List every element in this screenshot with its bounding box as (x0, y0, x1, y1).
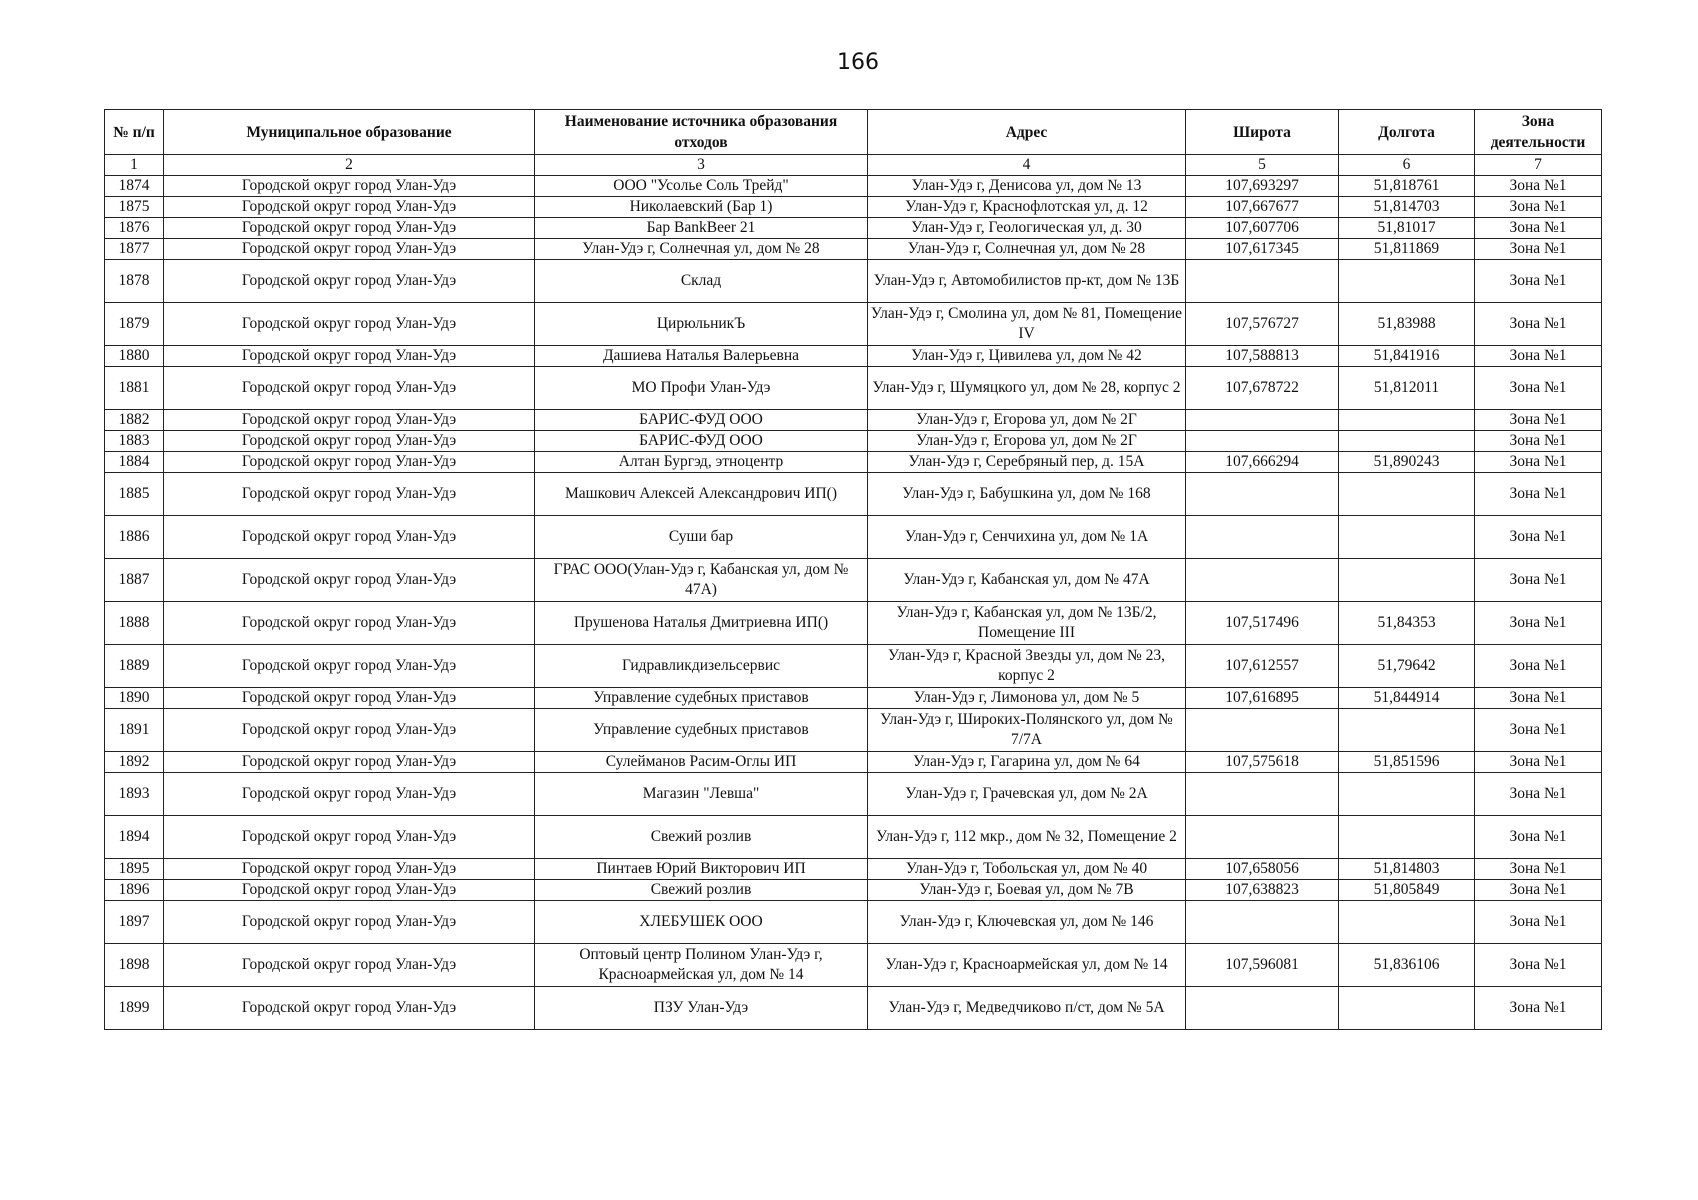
zone-cell: Зона №1 (1475, 452, 1602, 473)
table-row (105, 645, 1602, 688)
longitude-cell: 51,844914 (1339, 688, 1475, 709)
header-cell: Зона деятельности (1475, 110, 1602, 155)
municipality-cell: Городской округ город Улан-Удэ (164, 452, 535, 473)
table-row (105, 859, 1602, 880)
column-number-cell: 6 (1339, 155, 1475, 176)
header-cell: Наименование источника образования отходов (535, 110, 868, 155)
zone-cell: Зона №1 (1475, 645, 1602, 688)
source-cell: МО Профи Улан-Удэ (535, 367, 868, 410)
row-number-cell: 1892 (105, 752, 164, 773)
source-cell: ХЛЕБУШЕК ООО (535, 901, 868, 944)
address-cell: Улан-Удэ г, Лимонова ул, дом № 5 (868, 688, 1186, 709)
municipality-cell: Городской округ город Улан-Удэ (164, 473, 535, 516)
longitude-cell: 51,83988 (1339, 303, 1475, 346)
table-row (105, 901, 1602, 944)
zone-cell: Зона №1 (1475, 816, 1602, 859)
table-row (105, 816, 1602, 859)
column-number-cell: 1 (105, 155, 164, 176)
table-row (105, 431, 1602, 452)
source-cell: Дашиева Наталья Валерьевна (535, 346, 868, 367)
municipality-cell: Городской округ город Улан-Удэ (164, 901, 535, 944)
table-row (105, 559, 1602, 602)
longitude-cell: 51,81017 (1339, 218, 1475, 239)
municipality-cell: Городской округ город Улан-Удэ (164, 816, 535, 859)
source-cell: Оптовый центр Полином Улан-Удэ г, Красноармейская ул, дом № 14 (535, 944, 868, 987)
row-number-cell: 1886 (105, 516, 164, 559)
zone-cell: Зона №1 (1475, 197, 1602, 218)
longitude-cell (1339, 773, 1475, 816)
table-row (105, 303, 1602, 346)
address-cell: Улан-Удэ г, Грачевская ул, дом № 2А (868, 773, 1186, 816)
address-cell: Улан-Удэ г, Кабанская ул, дом № 13Б/2, Помещение III (868, 602, 1186, 645)
header-cell: Долгота (1339, 110, 1475, 155)
municipality-cell: Городской округ город Улан-Удэ (164, 773, 535, 816)
zone-cell: Зона №1 (1475, 367, 1602, 410)
latitude-cell: 107,576727 (1186, 303, 1339, 346)
zone-cell: Зона №1 (1475, 752, 1602, 773)
source-cell: БАРИС-ФУД ООО (535, 410, 868, 431)
source-cell: Управление судебных приставов (535, 709, 868, 752)
source-cell: Гидравликдизельсервис (535, 645, 868, 688)
address-cell: Улан-Удэ г, Денисова ул, дом № 13 (868, 176, 1186, 197)
latitude-cell: 107,616895 (1186, 688, 1339, 709)
address-cell: Улан-Удэ г, Цивилева ул, дом № 42 (868, 346, 1186, 367)
zone-cell: Зона №1 (1475, 346, 1602, 367)
source-cell: Прушенова Наталья Дмитриевна ИП() (535, 602, 868, 645)
longitude-cell: 51,836106 (1339, 944, 1475, 987)
source-cell: Свежий розлив (535, 880, 868, 901)
address-cell: Улан-Удэ г, Боевая ул, дом № 7В (868, 880, 1186, 901)
longitude-cell: 51,812011 (1339, 367, 1475, 410)
address-cell: Улан-Удэ г, Автомобилистов пр-кт, дом № 13Б (868, 260, 1186, 303)
latitude-cell: 107,678722 (1186, 367, 1339, 410)
column-number-row (105, 155, 1602, 176)
row-number-cell: 1896 (105, 880, 164, 901)
zone-cell: Зона №1 (1475, 709, 1602, 752)
header-cell: Адрес (868, 110, 1186, 155)
header-cell: Муниципальное образование (164, 110, 535, 155)
header-cell: Широта (1186, 110, 1339, 155)
column-number-cell: 7 (1475, 155, 1602, 176)
header-cell: № п/п (105, 110, 164, 155)
zone-cell: Зона №1 (1475, 260, 1602, 303)
address-cell: Улан-Удэ г, Бабушкина ул, дом № 168 (868, 473, 1186, 516)
longitude-cell (1339, 473, 1475, 516)
table-row (105, 602, 1602, 645)
table-row (105, 709, 1602, 752)
municipality-cell: Городской округ город Улан-Удэ (164, 218, 535, 239)
latitude-cell (1186, 987, 1339, 1030)
row-number-cell: 1894 (105, 816, 164, 859)
row-number-cell: 1875 (105, 197, 164, 218)
row-number-cell: 1885 (105, 473, 164, 516)
longitude-cell (1339, 901, 1475, 944)
longitude-cell: 51,805849 (1339, 880, 1475, 901)
longitude-cell (1339, 709, 1475, 752)
table-row (105, 987, 1602, 1030)
zone-cell: Зона №1 (1475, 559, 1602, 602)
zone-cell: Зона №1 (1475, 901, 1602, 944)
source-cell: Машкович Алексей Александрович ИП() (535, 473, 868, 516)
source-cell: ООО "Усолье Соль Трейд" (535, 176, 868, 197)
address-cell: Улан-Удэ г, Кабанская ул, дом № 47А (868, 559, 1186, 602)
address-cell: Улан-Удэ г, Краснофлотская ул, д. 12 (868, 197, 1186, 218)
latitude-cell: 107,667677 (1186, 197, 1339, 218)
source-cell: Склад (535, 260, 868, 303)
row-number-cell: 1883 (105, 431, 164, 452)
table-row (105, 452, 1602, 473)
longitude-cell: 51,890243 (1339, 452, 1475, 473)
latitude-cell: 107,617345 (1186, 239, 1339, 260)
zone-cell: Зона №1 (1475, 880, 1602, 901)
latitude-cell (1186, 431, 1339, 452)
zone-cell: Зона №1 (1475, 410, 1602, 431)
municipality-cell: Городской округ город Улан-Удэ (164, 431, 535, 452)
address-cell: Улан-Удэ г, Егорова ул, дом № 2Г (868, 410, 1186, 431)
municipality-cell: Городской округ город Улан-Удэ (164, 645, 535, 688)
latitude-cell (1186, 709, 1339, 752)
municipality-cell: Городской округ город Улан-Удэ (164, 709, 535, 752)
longitude-cell (1339, 431, 1475, 452)
latitude-cell (1186, 901, 1339, 944)
zone-cell: Зона №1 (1475, 987, 1602, 1030)
zone-cell: Зона №1 (1475, 688, 1602, 709)
table-row (105, 752, 1602, 773)
row-number-cell: 1890 (105, 688, 164, 709)
latitude-cell: 107,575618 (1186, 752, 1339, 773)
municipality-cell: Городской округ город Улан-Удэ (164, 944, 535, 987)
row-number-cell: 1874 (105, 176, 164, 197)
column-number-cell: 4 (868, 155, 1186, 176)
column-number-cell: 2 (164, 155, 535, 176)
latitude-cell (1186, 516, 1339, 559)
latitude-cell: 107,596081 (1186, 944, 1339, 987)
table-row (105, 410, 1602, 431)
municipality-cell: Городской округ город Улан-Удэ (164, 516, 535, 559)
municipality-cell: Городской округ город Улан-Удэ (164, 880, 535, 901)
latitude-cell: 107,588813 (1186, 346, 1339, 367)
municipality-cell: Городской округ город Улан-Удэ (164, 367, 535, 410)
zone-cell: Зона №1 (1475, 773, 1602, 816)
zone-cell: Зона №1 (1475, 516, 1602, 559)
row-number-cell: 1893 (105, 773, 164, 816)
source-cell: Улан-Удэ г, Солнечная ул, дом № 28 (535, 239, 868, 260)
row-number-cell: 1897 (105, 901, 164, 944)
address-cell: Улан-Удэ г, Шумяцкого ул, дом № 28, корпус 2 (868, 367, 1186, 410)
zone-cell: Зона №1 (1475, 602, 1602, 645)
source-cell: Алтан Бургэд, этноцентр (535, 452, 868, 473)
address-cell: Улан-Удэ г, Широких-Полянского ул, дом № 7/7А (868, 709, 1186, 752)
longitude-cell: 51,841916 (1339, 346, 1475, 367)
source-cell: Сулейманов Расим-Оглы ИП (535, 752, 868, 773)
column-number-cell: 3 (535, 155, 868, 176)
source-cell: Суши бар (535, 516, 868, 559)
source-cell: БАРИС-ФУД ООО (535, 431, 868, 452)
address-cell: Улан-Удэ г, 112 мкр., дом № 32, Помещение 2 (868, 816, 1186, 859)
source-cell: Пинтаев Юрий Викторович ИП (535, 859, 868, 880)
source-cell: ЦирюльникЪ (535, 303, 868, 346)
address-cell: Улан-Удэ г, Красной Звезды ул, дом № 23, корпус 2 (868, 645, 1186, 688)
municipality-cell: Городской округ город Улан-Удэ (164, 559, 535, 602)
longitude-cell: 51,814803 (1339, 859, 1475, 880)
row-number-cell: 1899 (105, 987, 164, 1030)
source-cell: Управление судебных приставов (535, 688, 868, 709)
latitude-cell: 107,638823 (1186, 880, 1339, 901)
zone-cell: Зона №1 (1475, 473, 1602, 516)
row-number-cell: 1895 (105, 859, 164, 880)
zone-cell: Зона №1 (1475, 303, 1602, 346)
latitude-cell: 107,666294 (1186, 452, 1339, 473)
municipality-cell: Городской округ город Улан-Удэ (164, 303, 535, 346)
source-cell: ПЗУ Улан-Удэ (535, 987, 868, 1030)
longitude-cell (1339, 410, 1475, 431)
municipality-cell: Городской округ город Улан-Удэ (164, 987, 535, 1030)
row-number-cell: 1881 (105, 367, 164, 410)
municipality-cell: Городской округ город Улан-Удэ (164, 176, 535, 197)
address-cell: Улан-Удэ г, Солнечная ул, дом № 28 (868, 239, 1186, 260)
table-row (105, 773, 1602, 816)
latitude-cell: 107,607706 (1186, 218, 1339, 239)
longitude-cell (1339, 559, 1475, 602)
latitude-cell: 107,517496 (1186, 602, 1339, 645)
latitude-cell (1186, 559, 1339, 602)
address-cell: Улан-Удэ г, Сенчихина ул, дом № 1А (868, 516, 1186, 559)
waste-sources-table (104, 109, 1602, 1030)
row-number-cell: 1880 (105, 346, 164, 367)
table-row (105, 688, 1602, 709)
table-row (105, 218, 1602, 239)
latitude-cell (1186, 816, 1339, 859)
latitude-cell (1186, 473, 1339, 516)
municipality-cell: Городской округ город Улан-Удэ (164, 688, 535, 709)
row-number-cell: 1876 (105, 218, 164, 239)
municipality-cell: Городской округ город Улан-Удэ (164, 197, 535, 218)
row-number-cell: 1877 (105, 239, 164, 260)
address-cell: Улан-Удэ г, Тобольская ул, дом № 40 (868, 859, 1186, 880)
latitude-cell (1186, 773, 1339, 816)
row-number-cell: 1888 (105, 602, 164, 645)
zone-cell: Зона №1 (1475, 239, 1602, 260)
address-cell: Улан-Удэ г, Гагарина ул, дом № 64 (868, 752, 1186, 773)
latitude-cell: 107,658056 (1186, 859, 1339, 880)
longitude-cell (1339, 516, 1475, 559)
row-number-cell: 1884 (105, 452, 164, 473)
row-number-cell: 1898 (105, 944, 164, 987)
row-number-cell: 1879 (105, 303, 164, 346)
municipality-cell: Городской округ город Улан-Удэ (164, 346, 535, 367)
longitude-cell: 51,814703 (1339, 197, 1475, 218)
latitude-cell: 107,693297 (1186, 176, 1339, 197)
longitude-cell (1339, 816, 1475, 859)
longitude-cell (1339, 987, 1475, 1030)
latitude-cell: 107,612557 (1186, 645, 1339, 688)
table-row (105, 260, 1602, 303)
source-cell: Николаевский (Бар 1) (535, 197, 868, 218)
table-row (105, 516, 1602, 559)
table-row (105, 176, 1602, 197)
row-number-cell: 1878 (105, 260, 164, 303)
address-cell: Улан-Удэ г, Геологическая ул, д. 30 (868, 218, 1186, 239)
zone-cell: Зона №1 (1475, 218, 1602, 239)
address-cell: Улан-Удэ г, Егорова ул, дом № 2Г (868, 431, 1186, 452)
table-row (105, 239, 1602, 260)
table-row (105, 880, 1602, 901)
source-cell: Свежий розлив (535, 816, 868, 859)
municipality-cell: Городской округ город Улан-Удэ (164, 752, 535, 773)
zone-cell: Зона №1 (1475, 944, 1602, 987)
table-row (105, 367, 1602, 410)
row-number-cell: 1887 (105, 559, 164, 602)
zone-cell: Зона №1 (1475, 859, 1602, 880)
address-cell: Улан-Удэ г, Медведчиково п/ст, дом № 5А (868, 987, 1186, 1030)
source-cell: Бар BankBeer 21 (535, 218, 868, 239)
table-row (105, 944, 1602, 987)
latitude-cell (1186, 410, 1339, 431)
table-row (105, 197, 1602, 218)
row-number-cell: 1889 (105, 645, 164, 688)
municipality-cell: Городской округ город Улан-Удэ (164, 859, 535, 880)
municipality-cell: Городской округ город Улан-Удэ (164, 239, 535, 260)
municipality-cell: Городской округ город Улан-Удэ (164, 260, 535, 303)
latitude-cell (1186, 260, 1339, 303)
longitude-cell: 51,818761 (1339, 176, 1475, 197)
longitude-cell (1339, 260, 1475, 303)
source-cell: ГРАС ООО(Улан-Удэ г, Кабанская ул, дом № 47А) (535, 559, 868, 602)
longitude-cell: 51,811869 (1339, 239, 1475, 260)
address-cell: Улан-Удэ г, Смолина ул, дом № 81, Помещение IV (868, 303, 1186, 346)
address-cell: Улан-Удэ г, Красноармейская ул, дом № 14 (868, 944, 1186, 987)
row-number-cell: 1882 (105, 410, 164, 431)
source-cell: Магазин "Левша" (535, 773, 868, 816)
longitude-cell: 51,79642 (1339, 645, 1475, 688)
column-number-cell: 5 (1186, 155, 1339, 176)
longitude-cell: 51,84353 (1339, 602, 1475, 645)
municipality-cell: Городской округ город Улан-Удэ (164, 410, 535, 431)
address-cell: Улан-Удэ г, Серебряный пер, д. 15А (868, 452, 1186, 473)
table-row (105, 346, 1602, 367)
municipality-cell: Городской округ город Улан-Удэ (164, 602, 535, 645)
table-row (105, 473, 1602, 516)
zone-cell: Зона №1 (1475, 431, 1602, 452)
longitude-cell: 51,851596 (1339, 752, 1475, 773)
header-row (105, 110, 1602, 155)
address-cell: Улан-Удэ г, Ключевская ул, дом № 146 (868, 901, 1186, 944)
page-number: 166 (837, 50, 879, 75)
zone-cell: Зона №1 (1475, 176, 1602, 197)
row-number-cell: 1891 (105, 709, 164, 752)
